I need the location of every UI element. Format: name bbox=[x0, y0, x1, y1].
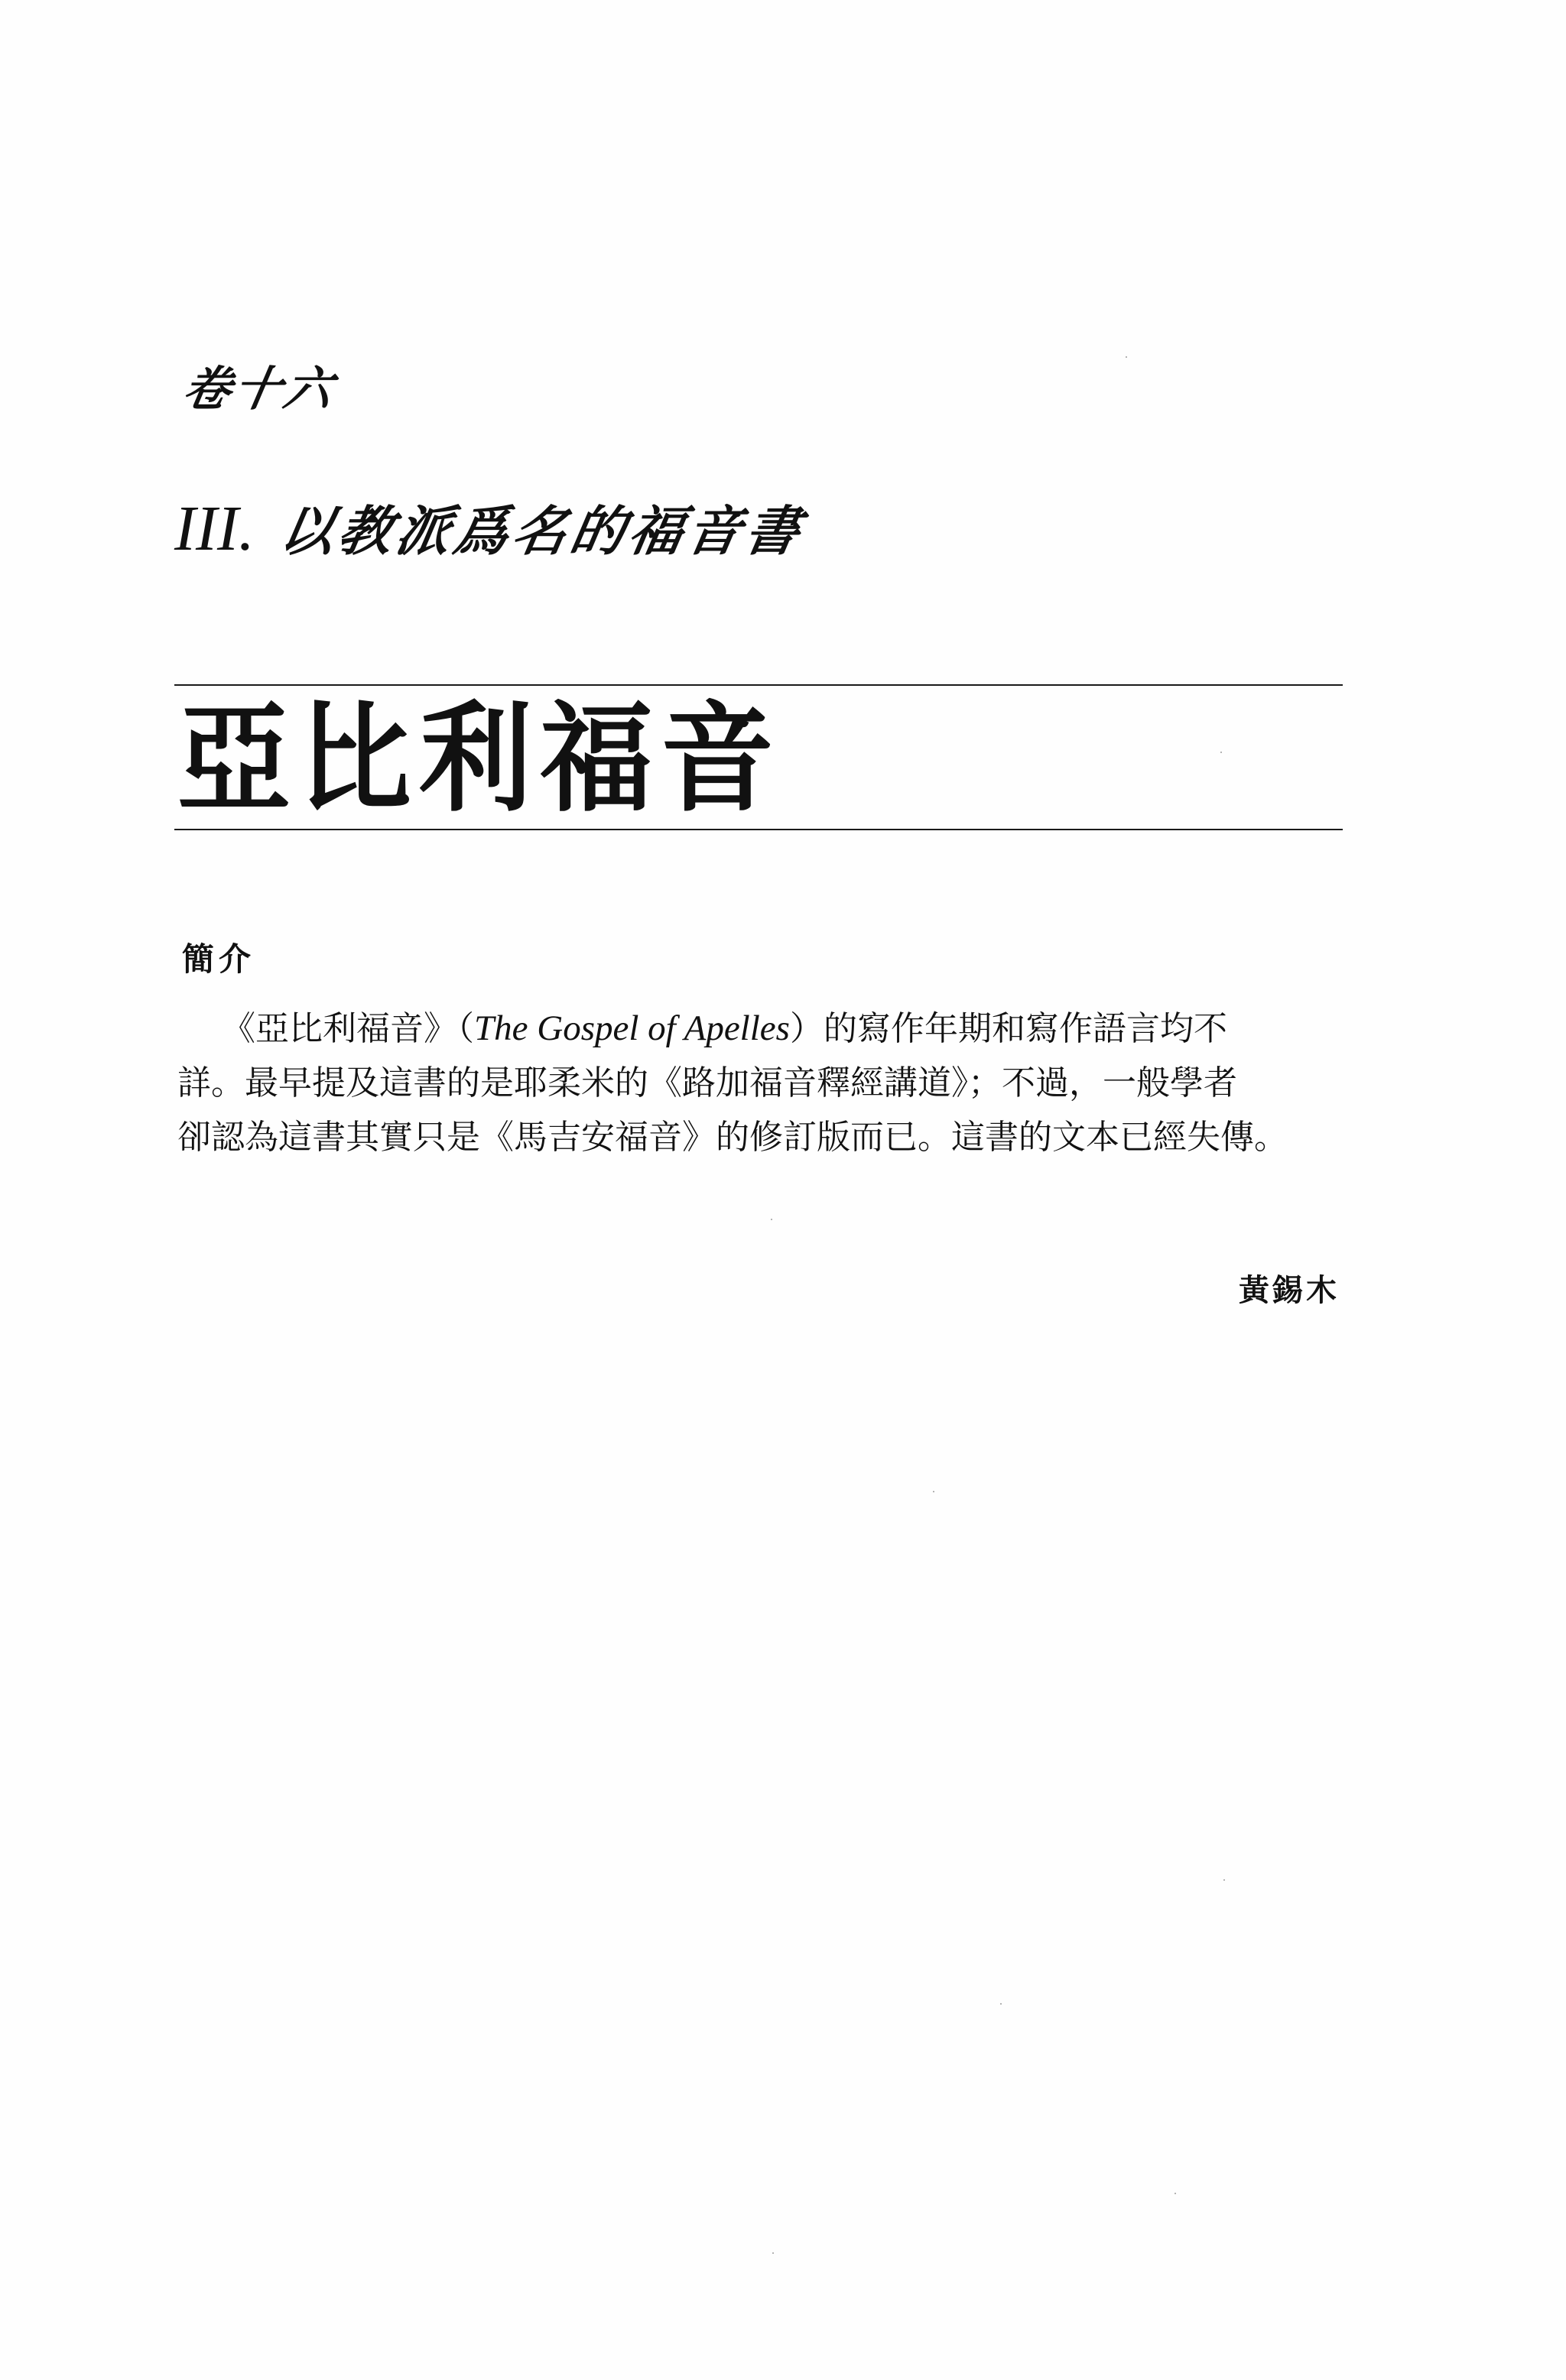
section-heading bbox=[174, 493, 810, 564]
title-rule-top bbox=[174, 684, 1343, 686]
intro-paragraph bbox=[177, 1002, 1347, 1164]
title-rule-bottom bbox=[174, 829, 1343, 830]
author-name: 黃錫木 bbox=[1239, 1273, 1340, 1308]
intro-line-1-part-a: 《亞比利福音》（ bbox=[222, 1009, 474, 1048]
scan-speck bbox=[1223, 1879, 1225, 1881]
scan-speck bbox=[1220, 752, 1222, 753]
scan-speck bbox=[933, 1491, 934, 1492]
gospel-title: 亞比利福音 bbox=[177, 690, 781, 828]
scan-speck bbox=[1174, 2193, 1176, 2194]
intro-line-1-part-b: ）的寫作年期和寫作語言均不 bbox=[789, 1009, 1227, 1048]
intro-line-1 bbox=[177, 1002, 1347, 1056]
volume-label: 卷十六 bbox=[178, 361, 340, 417]
intro-latin-title: The Gospel of Apelles bbox=[474, 1008, 790, 1048]
intro-heading: 簡介 bbox=[182, 940, 256, 978]
scan-speck bbox=[1000, 2003, 1002, 2005]
section-title: 以教派爲名的福音書 bbox=[275, 499, 810, 563]
intro-line-2: 詳。最早提及這書的是耶柔米的《路加福音釋經講道》；不過，一般學者 bbox=[177, 1063, 1237, 1102]
scan-speck bbox=[1126, 356, 1127, 358]
section-number: III. bbox=[174, 493, 255, 564]
intro-line-3: 卻認為這書其實只是《馬吉安福音》的修訂版而已。這書的文本已經失傳。 bbox=[177, 1118, 1288, 1157]
scan-speck bbox=[771, 1219, 772, 1220]
scan-speck bbox=[772, 2252, 774, 2254]
